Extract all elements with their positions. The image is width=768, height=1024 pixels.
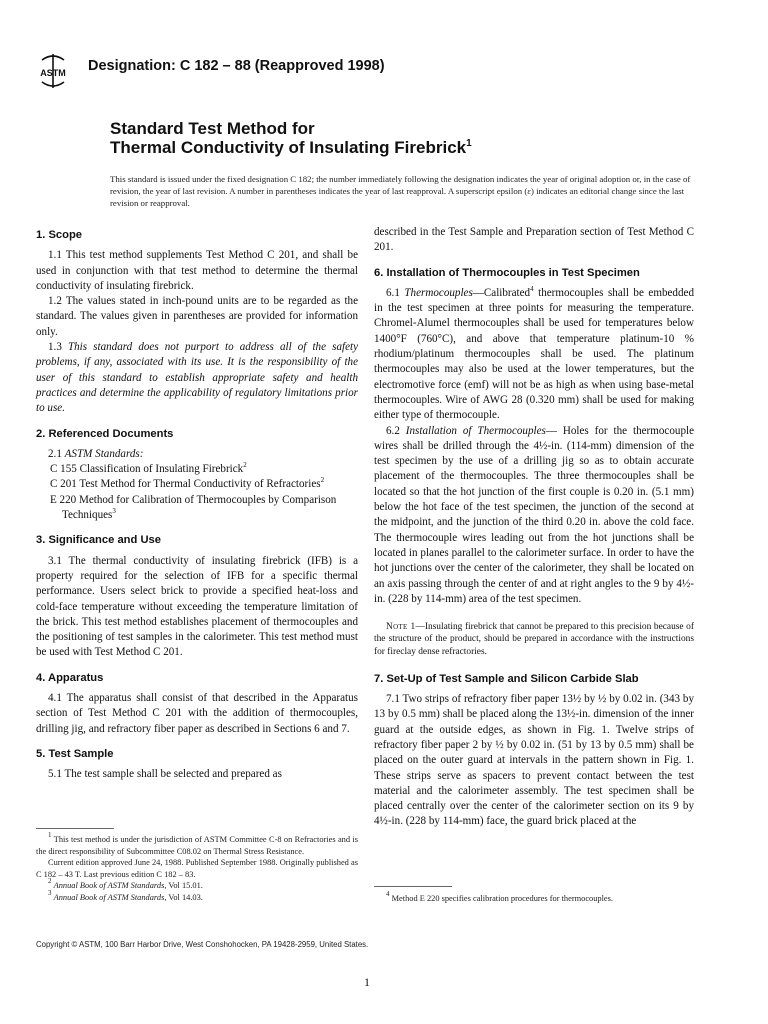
footnote-2-sup: 2: [48, 877, 52, 886]
footnote-3: [36, 888, 358, 904]
title-line-2: [110, 138, 472, 158]
para-7-1: 7.1 Two strips of refractory fiber paper 13½ by ½ by 0.02 in. (343 by 13 by 0.5 mm) shall be placed along the 13½-in. dimension of the inner guard at the outside edges, as shown in Fig. 1. Twelve strips of refractory fiber paper 2 by ½ by 0.02 in. (51 by 13 by 0.5 mm) shall be placed on the outer guard at intervals in the pattern shown in Fig. 1. These strips serve as spacers to prevent contact between the test material and the calorimeter assembly. The test specimen shall be placed centrally over the center of the calorimeter section on its 9 by 4½-in. (228 by 114-mm) face, the guard brick placed at the: [374, 693, 694, 828]
footnote-rule-right: [374, 886, 452, 887]
para-1-3: [36, 340, 358, 416]
footnote-1-sup: 1: [48, 831, 52, 839]
para-6-2-title: Installation of Thermocouples: [405, 424, 546, 437]
astm-logo-icon: [38, 50, 68, 92]
ref-e220-text: E 220 Method for Calibration of Thermocouples by Comparison Techniques: [50, 493, 337, 522]
footnote-4: [374, 890, 694, 905]
footnote-rule: [36, 828, 114, 829]
para-4-1: 4.1 The apparatus shall consist of that described in the Apparatus section of Test Method C 201 with the addition of thermocouples, drilling jig, and refractory fiber paper as described in Sections 6 and 7.: [36, 692, 358, 735]
section-6-heading: 6. Installation of Thermocouples in Test Specimen: [374, 266, 640, 279]
footnote-1b: Current edition approved June 24, 1988. Published September 1988. Originally published as C 182 – 43 T. Last previous edition C 182 – 83.: [36, 858, 358, 879]
footnote-1-text: This test method is under the jurisdiction of ASTM Committee C-8 on Refractories and is the direct responsibility of Subcommittee C08.02 on Thermal Stress Resistance.: [36, 835, 358, 856]
logo-letters: ASTM: [40, 68, 66, 78]
section-7-heading: 7. Set-Up of Test Sample and Silicon Carbide Slab: [374, 672, 639, 685]
para-5-1: 5.1 The test sample shall be selected and prepared as: [48, 768, 282, 781]
para-6-2-number: 6.2: [386, 424, 406, 437]
para-6-1: [374, 286, 694, 424]
para-3-1: 3.1 The thermal conductivity of insulating firebrick (IFB) is a property required for the selection of IFB for a specific thermal performance. Users select brick to provide a specified heat-loss and cold-face temperature without exceeding the temperature limitation of the brick. This test method establishes placement of thermocouples and the positioning of test samples in the calorimeter. This test method must be used with Test Method C 201.: [36, 554, 358, 659]
para-6-1-text: thermocouples shall be embedded in the test specimen at three points for measuring the temperature. Chromel-Alumel thermocouples shall be used for temperatures below 1400°F (760°C), and above that temperature platinum-10 % rhodium/platinum thermocouples shall be used. The platinum thermocouples may also be used at the lower temperatures, but the electromotive force (emf) will not be as high as when using base-metal thermocouples. Wire of AWG 28 (0.320 mm) shall be used for making either type of thermocouple.: [374, 286, 695, 422]
section-3-heading: 3. Significance and Use: [36, 534, 161, 547]
footnote-2: [36, 877, 358, 892]
para-2-1: [36, 447, 358, 462]
footnote-3-title: Annual Book of ASTM Standards: [53, 892, 165, 902]
footnote-1: [36, 831, 358, 857]
ref-e220-sup: 3: [112, 507, 116, 516]
para-2-1-text: ASTM Standards:: [64, 447, 144, 460]
title-footnote-ref: 1: [466, 138, 472, 149]
para-6-1-number: 6.1: [386, 286, 405, 299]
note-1-label: Note 1: [386, 622, 416, 633]
para-6-1-sup: 4: [530, 284, 534, 293]
issuance-statement: This standard is issued under the fixed designation C 182; the number immediately following the designation indicates the year of original adoption or, in the case of revision, the year of last revision. A number in parentheses indicates the year of last reapproval. A superscript epsilon (ε) indicates an editorial change since the last revision or reapproval.: [110, 174, 691, 208]
footnote-2-volume: , Vol 15.01.: [164, 881, 203, 891]
para-6-2-text: — Holes for the thermocouple wires shall be drilled through the 4½-in. (114-mm) dimension of the test specimen by the use of a drilling jig so as to obtain accurate placement of the thermocouples. The three thermocouples shall be located so that the hot junction of the first couple is 0.20 in. (5.1 mm) below the hot face of the test specimen, the junction of the second at the midpoint, and the junction of the third 0.20 in. above the cold face. The thermocouple wires leading out from the hot junctions shall be located in planes parallel to the calorimeter surface. In order to have the hot junctions over the center of the calorimeter, they shall be located on an axis passing through the center of and at right angles to the 9 by 4½-in. (228 by 114-mm) area of the test specimen.: [374, 424, 694, 605]
para-1-3-number: 1.3: [48, 341, 68, 354]
para-1-2: 1.2 The values stated in inch-pound units are to be regarded as the standard. The values given in parentheses are provided for information only.: [36, 295, 358, 338]
note-1-text: —Insulating firebrick that cannot be prepared to this precision because of the structure of the product, should be prepared in accordance with the instructions for fireclay dense refractories.: [374, 622, 694, 657]
para-6-2: [374, 424, 694, 608]
ref-e220: [36, 493, 358, 524]
title-text: Thermal Conductivity of Insulating Firebrick: [110, 138, 467, 157]
note-1: [374, 621, 694, 658]
section-2-heading: 2. Referenced Documents: [36, 427, 174, 440]
para-1-3-text: This standard does not purport to address all of the safety problems, if any, associated with its use. It is the responsibility of the user of this standard to establish appropriate safety and health practices and determine the applicability of regulatory limitations prior to use.: [36, 341, 359, 415]
para-1-1: 1.1 This test method supplements Test Method C 201, and shall be used in conjunction with that test method to determine the thermal conductivity of insulating firebrick.: [36, 249, 358, 292]
page-number: 1: [364, 975, 370, 989]
footnotes-left: [36, 828, 358, 904]
para-2-1-number: 2.1: [48, 447, 65, 460]
para-6-1-lead: —Calibrated: [472, 286, 531, 299]
footnote-4-sup: 4: [386, 890, 390, 898]
ref-c155-sup: 2: [243, 461, 247, 470]
section-1-heading: 1. Scope: [36, 229, 83, 241]
section-5-heading: 5. Test Sample: [36, 747, 114, 760]
para-5-1-continued: described in the Test Sample and Preparation section of Test Method C 201.: [374, 226, 694, 254]
ref-c155: [36, 462, 358, 477]
left-column: [36, 228, 358, 783]
para-6-1-title: Thermocouples: [404, 286, 473, 299]
section-4-heading: 4. Apparatus: [36, 671, 104, 684]
footnote-3-volume: , Vol 14.03.: [164, 892, 203, 902]
right-column: [374, 225, 694, 830]
footnote-4-text: Method E 220 specifies calibration procedures for thermocouples.: [389, 894, 613, 903]
ref-c201: [36, 477, 358, 492]
footnote-2-title: Annual Book of ASTM Standards: [53, 881, 165, 891]
designation: Designation: C 182 – 88 (Reapproved 1998): [88, 58, 385, 74]
footnotes-right: [374, 886, 694, 905]
ref-c155-text: C 155 Classification of Insulating Firebrick: [50, 463, 244, 476]
title-line-1: Standard Test Method for: [110, 119, 315, 138]
footnote-3-sup: 3: [48, 888, 52, 897]
copyright: Copyright © ASTM, 100 Barr Harbor Drive, West Conshohocken, PA 19428-2959, United States.: [36, 940, 369, 949]
ref-c201-text: C 201 Test Method for Thermal Conductivity of Refractories: [50, 478, 321, 491]
ref-c201-sup: 2: [320, 476, 325, 485]
